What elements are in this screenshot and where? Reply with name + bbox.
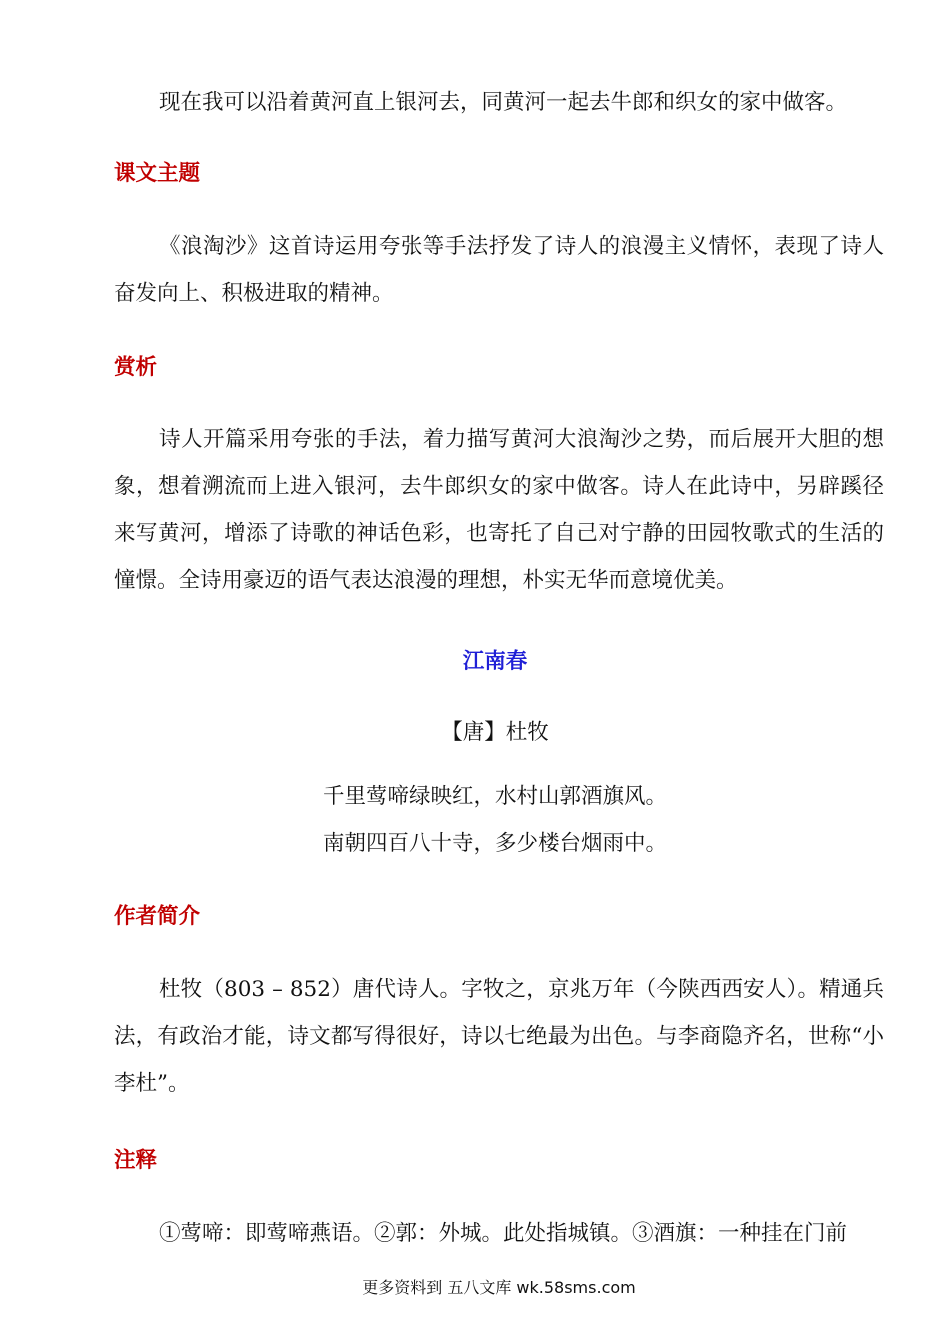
appreciation-paragraph: 诗人开篇采用夸张的手法，着力描写黄河大浪淘沙之势，而后展开大胆的想象，想着溯流而上进入银河，去牛郎织女的家中做客。诗人在此诗中，另辟蹊径来写黄河，增添了诗歌的神话色彩，也寄托了自己对宁静的田园牧歌式的生活的憧憬。全诗用豪迈的语气表达浪漫的理想，朴实无华而意境优美。: [114, 427, 884, 593]
notes-paragraph: ①莺啼：即莺啼燕语。②郭：外城。此处指城镇。③酒旗：一种挂在门前: [159, 1221, 848, 1246]
poem-title: 江南春: [462, 649, 528, 674]
poem-line-2: 南朝四百八十寺，多少楼台烟雨中。: [322, 831, 667, 856]
notes-heading: 注释: [114, 1148, 158, 1173]
poem-line-1: 千里莺啼绿映红，水村山郭酒旗风。: [322, 784, 667, 809]
footer-link[interactable]: 更多资料到 五八文库 wk.58sms.com: [362, 1278, 636, 1297]
appreciation-heading: 赏析: [114, 355, 158, 380]
theme-heading: 课文主题: [114, 161, 201, 186]
poem-author: 【唐】杜牧: [441, 720, 549, 745]
intro-paragraph: 现在我可以沿着黄河直上银河去，同黄河一起去牛郎和织女的家中做客。: [159, 90, 848, 115]
author-intro-heading: 作者简介: [114, 904, 201, 929]
theme-paragraph: 《浪淘沙》这首诗运用夸张等手法抒发了诗人的浪漫主义情怀，表现了诗人奋发向上、积极进取的精神。: [114, 234, 884, 306]
author-intro-paragraph: 杜牧（803 – 852）唐代诗人。字牧之，京兆万年（今陕西西安人）。精通兵法，有政治才能，诗文都写得很好，诗以七绝最为出色。与李商隐齐名，世称“小李杜”。: [114, 977, 884, 1096]
